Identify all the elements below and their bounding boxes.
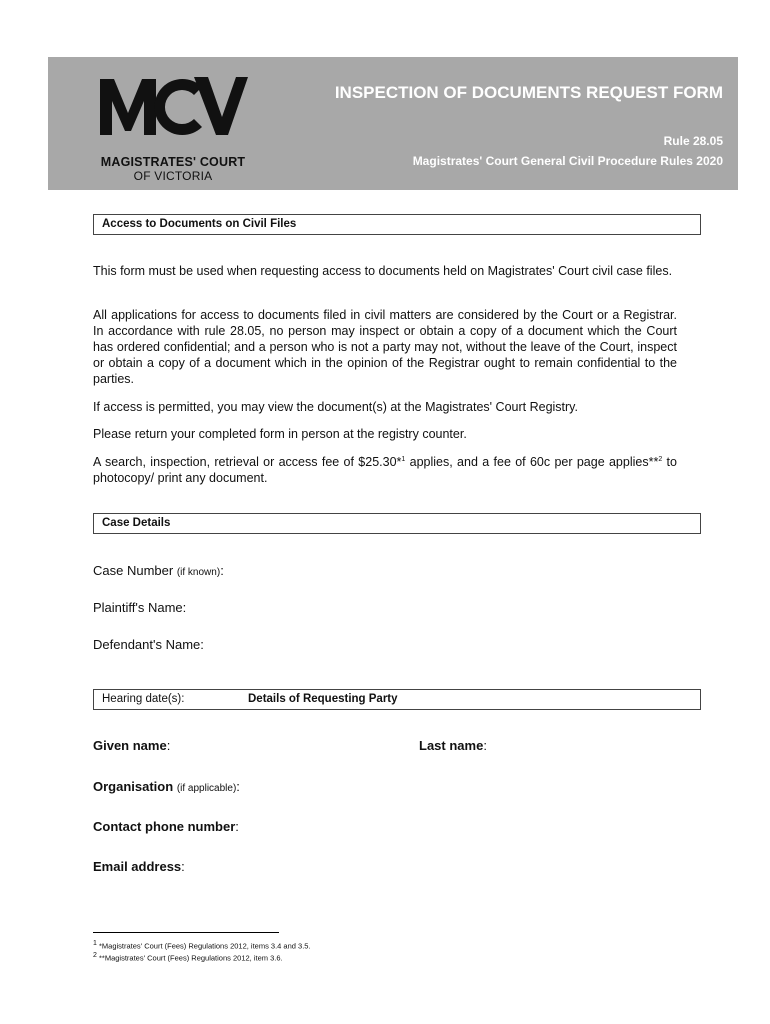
given-name-label: Given name bbox=[93, 738, 167, 753]
footnote-1-text: *Magistrates' Court (Fees) Regulations 2012, items 3.4 and 3.5. bbox=[99, 941, 311, 951]
footnote-2-number: 2 bbox=[93, 952, 97, 959]
footnote-1-number: 1 bbox=[93, 940, 97, 947]
organisation-field[interactable]: Organisation (if applicable): bbox=[93, 779, 240, 794]
rule-number: Rule 28.05 bbox=[663, 134, 723, 148]
fees-text-b: applies, and a fee of 60c per page applies** bbox=[405, 455, 659, 470]
hearing-date-label[interactable]: Hearing date(s): bbox=[102, 693, 185, 705]
requesting-section-header bbox=[93, 689, 701, 710]
confidentiality-paragraph: All applications for access to documents filed in civil matters are considered by the Court or a Registrar. In accordance with rule 28.05, no person may inspect or obtain a copy of a document which the Court has ordered confidential; and a person who is not a party may not, without the leave of the Court, inspect or obtain a copy of a document which in the opinion of the Registrar ought to remain confidential to the parties. bbox=[93, 308, 677, 386]
footnote-divider bbox=[93, 932, 279, 933]
contact-phone-field[interactable]: Contact phone number: bbox=[93, 819, 239, 834]
email-address-label: Email address bbox=[93, 859, 182, 874]
footnote-2-text: **Magistrates' Court (Fees) Regulations 2012, item 3.6. bbox=[99, 953, 283, 963]
case-number-label: Case Number bbox=[93, 563, 174, 578]
footnote-1 bbox=[93, 940, 311, 951]
given-name-field[interactable]: Given name: bbox=[93, 738, 171, 753]
plaintiff-name-label: Plaintiff's Name: bbox=[93, 600, 187, 615]
intro-paragraph: This form must be used when requesting access to documents held on Magistrates' Court civil case files. bbox=[93, 264, 673, 278]
mcv-logo bbox=[98, 73, 248, 183]
case-number-note: (if known) bbox=[176, 567, 221, 578]
organisation-label: Organisation bbox=[93, 779, 174, 794]
case-number-field[interactable]: Case Number (if known): bbox=[93, 563, 224, 578]
contact-phone-label: Contact phone number bbox=[93, 819, 236, 834]
case-section-header bbox=[93, 513, 701, 534]
defendant-name-label: Defendant's Name: bbox=[93, 637, 204, 652]
logo-line2: OF VICTORIA bbox=[133, 169, 213, 183]
access-section-header bbox=[93, 214, 701, 235]
access-permitted-paragraph: If access is permitted, you may view the document(s) at the Magistrates' Court Registry. bbox=[93, 400, 578, 414]
footnote-2 bbox=[93, 952, 283, 963]
footnote-ref-2: 2 bbox=[658, 456, 663, 463]
last-name-field[interactable]: Last name: bbox=[419, 738, 487, 753]
defendant-name-field[interactable] bbox=[93, 637, 204, 652]
fees-text-c: to photocopy/ print any document. bbox=[93, 455, 677, 486]
rule-source: Magistrates' Court General Civil Procedure Rules 2020 bbox=[412, 154, 723, 168]
case-section-title: Case Details bbox=[102, 517, 171, 529]
header-band bbox=[48, 57, 738, 190]
footnote-ref-1: 1 bbox=[401, 456, 406, 463]
last-name-label: Last name bbox=[419, 738, 484, 753]
form-title: INSPECTION OF DOCUMENTS REQUEST FORM bbox=[334, 83, 723, 102]
logo-line1: MAGISTRATES' COURT bbox=[100, 155, 246, 169]
fees-text-a: A search, inspection, retrieval or access fee of $25.30* bbox=[93, 455, 402, 470]
requesting-section-title: Details of Requesting Party bbox=[248, 693, 398, 705]
email-address-field[interactable]: Email address: bbox=[93, 859, 185, 874]
plaintiff-name-field[interactable] bbox=[93, 600, 186, 615]
fees-paragraph bbox=[93, 452, 677, 486]
organisation-note: (if applicable) bbox=[176, 783, 237, 794]
access-section-title: Access to Documents on Civil Files bbox=[102, 218, 297, 230]
mcv-logo-mark bbox=[98, 73, 248, 153]
return-form-paragraph: Please return your completed form in person at the registry counter. bbox=[93, 427, 467, 441]
